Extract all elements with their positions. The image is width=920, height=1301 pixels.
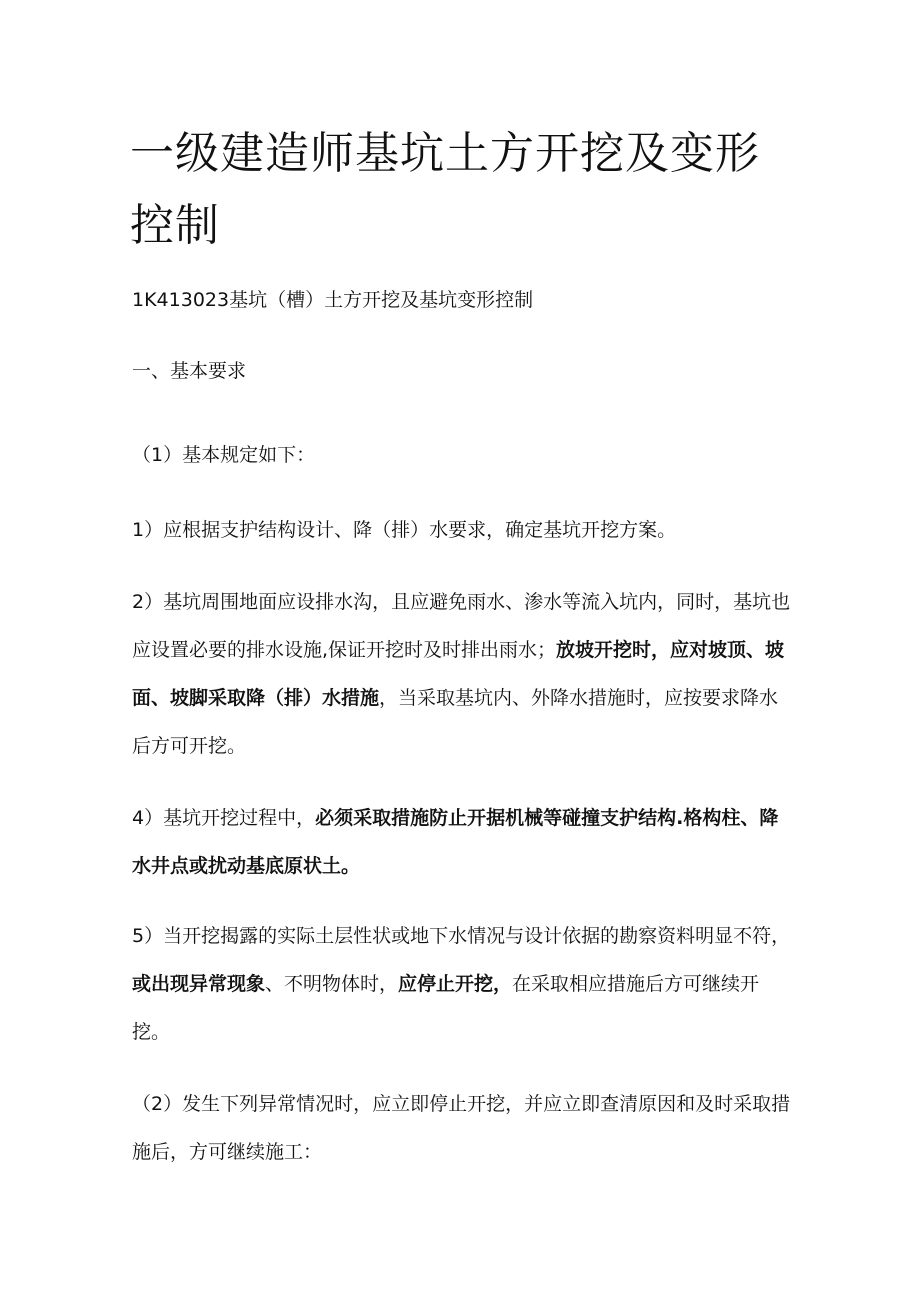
paragraph-item-5 [132,912,792,1056]
item-2-bold-1: 放坡开挖时，应对坡顶、坡面、坡脚采取降（排）水措施 [132,639,785,709]
item-4-text-1: 4）基坑开挖过程中， [132,807,316,829]
item-5-bold-1: 或出现异常现象 [132,973,266,995]
item-4-bold-1: 必须采取措施防止开据机械等碰撞支护结构.格构柱、降水井点或扰动基底原状土。 [132,807,779,877]
paragraph-item-4 [132,794,792,890]
subheading-abnormal-conditions: （2）发生下列异常情况时，应立即停止开挖，并应立即查清原因和及时采取措施后，方可继续施工： [132,1093,791,1163]
item-5-bold-2: 应停止开挖， [398,973,513,995]
item-5-text-2: 、不明物体时， [265,973,399,995]
paragraph-item-1: 1）应根据支护结构设计、降（排）水要求，确定基坑开挖方案。 [132,519,677,541]
item-2-text-1: 2）基坑周围地面应设排水沟，且应避免雨水、渗水等流入坑内，同时，基坑也应设置必要的排水设施,保证开挖时及时排出雨水； [132,591,791,661]
item-5-text-3: 在采取相应措施后方可继续开挖。 [132,973,760,1043]
heading-basic-requirements: 一、基本要求 [132,360,247,382]
subheading-basic-rules: （1）基本规定如下： [132,444,316,466]
item-2-text-2: ，当采取基坑内、外降水措施时，应按要求降水后方可开挖。 [132,687,779,757]
item-5-text-1: 5）当开挖揭露的实际土层性状或地下水情况与设计依据的勘察资料明显不符， [132,925,791,947]
paragraph-item-2 [132,578,792,770]
section-code-heading: 1K413023基坑（槽）土方开挖及基坑变形控制 [132,289,534,311]
document-title: 一级建造师基坑土方开挖及变形控制 [130,128,760,251]
